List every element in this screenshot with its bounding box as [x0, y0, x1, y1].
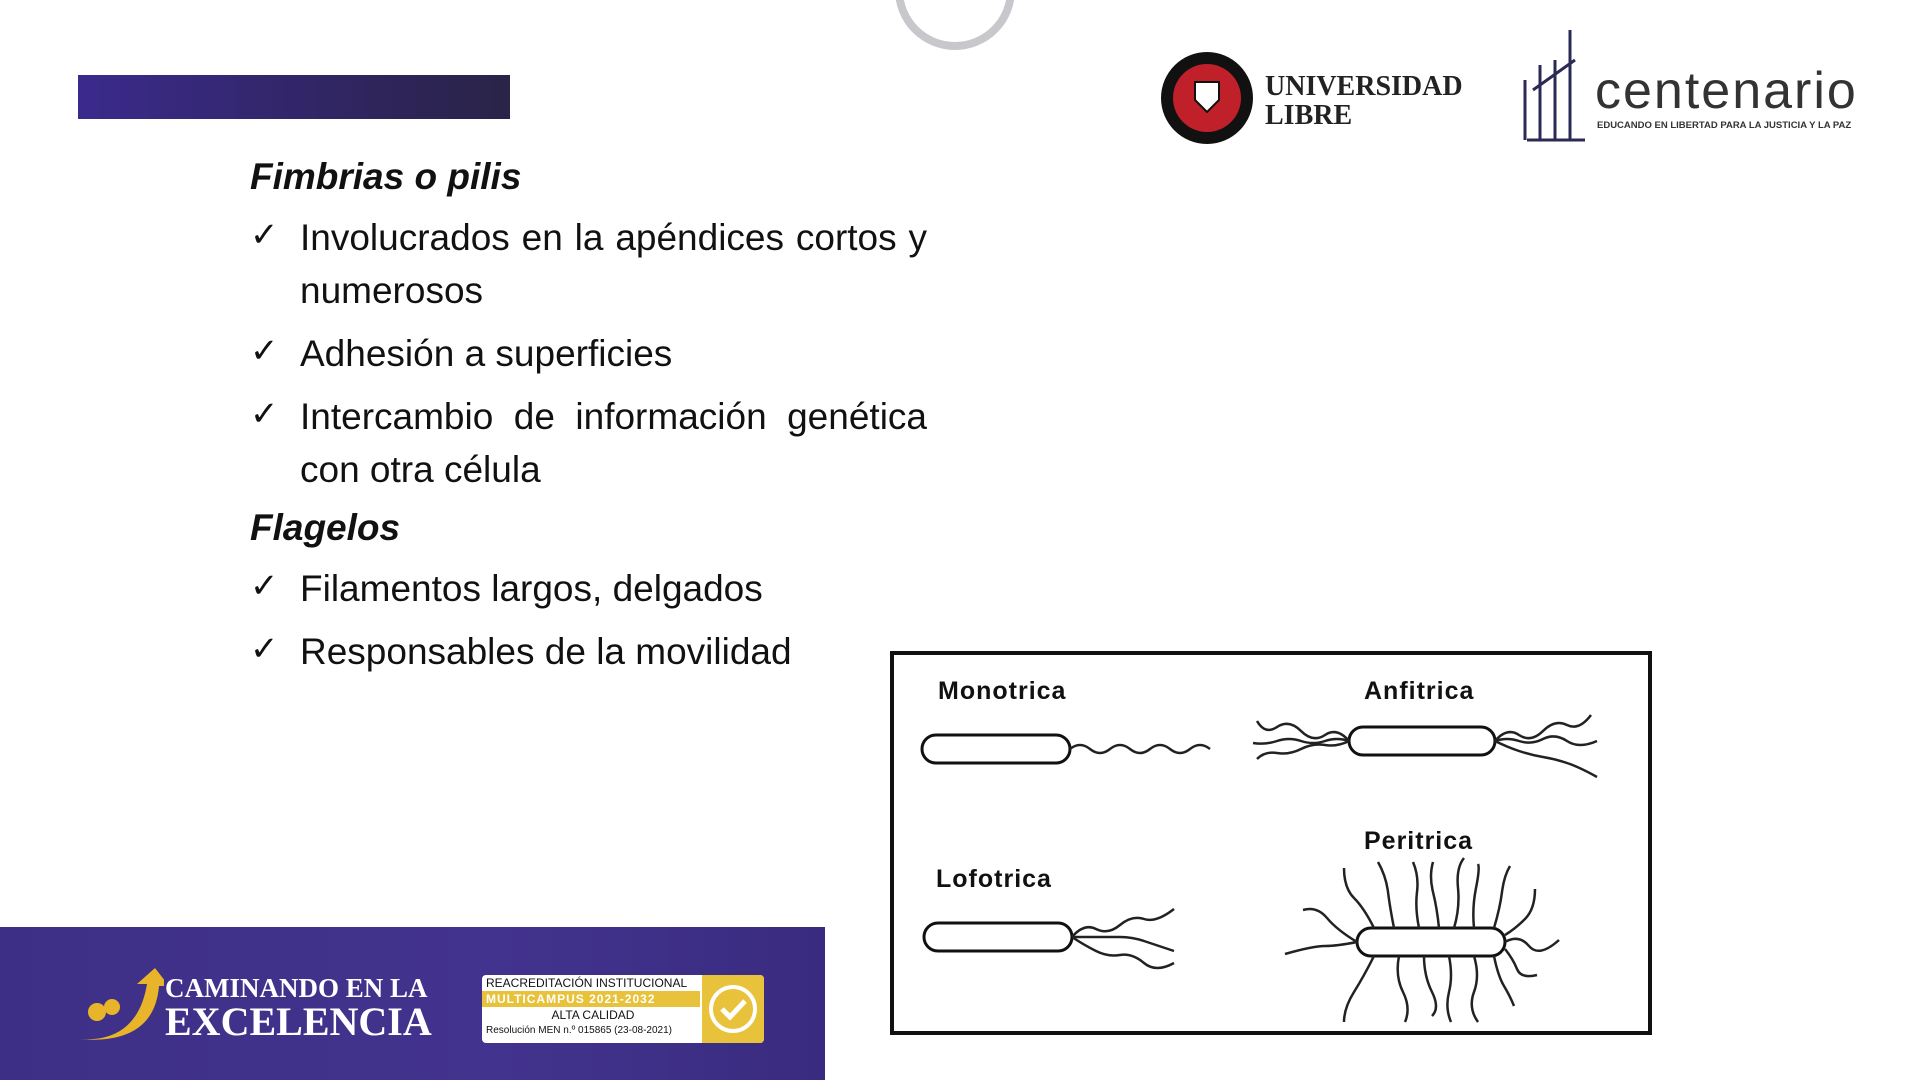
- badge-line3: ALTA CALIDAD: [551, 1008, 635, 1022]
- svg-text:LIBRE: LIBRE: [1265, 100, 1353, 131]
- list-item-text: Involucrados en la apéndices cortos y numerosos: [300, 217, 927, 311]
- list-item: [250, 625, 927, 678]
- badge-line1: REACREDITACIÓN INSTITUCIONAL: [486, 976, 688, 990]
- header-logos: [1155, 20, 1895, 150]
- list-item-text: Responsables de la movilidad: [300, 631, 792, 672]
- list-item-text: Filamentos largos, delgados: [300, 568, 763, 609]
- svg-text:EDUCANDO EN LIBERTAD PARA LA J: EDUCANDO EN LIBERTAD PARA LA JUSTICIA Y LA PAZ: [1597, 120, 1852, 131]
- badge-line4: Resolución MEN n.º 015865 (23-08-2021): [486, 1025, 672, 1036]
- accreditation-badge: [482, 975, 764, 1043]
- slogan: [165, 975, 465, 1042]
- check-seal-icon: [702, 975, 764, 1043]
- label-lofotrica: Lofotrica: [936, 865, 1052, 893]
- flagella-drawing: [894, 655, 1648, 1031]
- label-peritrica: Peritrica: [1364, 827, 1474, 855]
- list-item: [250, 211, 927, 317]
- section-title-fimbrias: Fimbrias o pilis: [250, 156, 522, 197]
- list-item: [250, 390, 927, 496]
- check-icon: ✓: [250, 567, 279, 605]
- list-item: [250, 562, 927, 615]
- check-icon: ✓: [250, 332, 279, 370]
- slogan-line2: EXCELENCIA: [165, 999, 432, 1044]
- slide-content: [250, 155, 927, 688]
- check-icon: ✓: [250, 395, 279, 433]
- list-item-text: Adhesión a superficies: [300, 333, 673, 374]
- university-logo-icon: [1155, 20, 1895, 150]
- title-accent-bar: [78, 75, 510, 119]
- rising-arrow-icon: [72, 967, 164, 1047]
- section-title-flagelos: Flagelos: [250, 507, 401, 548]
- list-item: [250, 327, 927, 380]
- label-monotrica: Monotrica: [938, 677, 1067, 705]
- check-icon: ✓: [250, 216, 279, 254]
- svg-text:UNIVERSIDAD: UNIVERSIDAD: [1265, 71, 1463, 102]
- list-item-text: Intercambio de información genética con otra célula: [300, 396, 927, 490]
- check-icon: ✓: [250, 630, 279, 668]
- flagella-diagram: [890, 651, 1652, 1035]
- svg-text:centenario: centenario: [1595, 62, 1858, 120]
- footer-banner: [0, 927, 825, 1080]
- label-anfitrica: Anfitrica: [1364, 677, 1475, 705]
- badge-line2: MULTICAMPUS 2021-2032: [482, 991, 700, 1007]
- decorative-ring: [895, 0, 1015, 50]
- slogan-line1: CAMINANDO EN LA: [165, 973, 428, 1003]
